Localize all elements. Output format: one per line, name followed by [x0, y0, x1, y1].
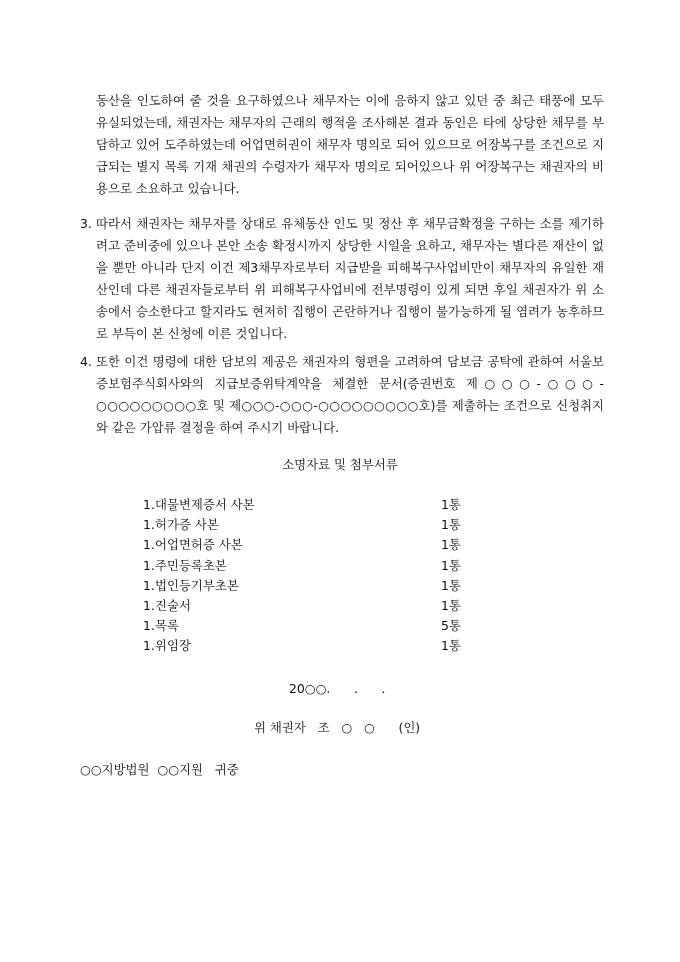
paragraph-3	[80, 213, 604, 345]
item-index: 1.	[143, 597, 155, 613]
item-name: 진술서	[155, 597, 191, 613]
item-quantity: 1통	[441, 597, 461, 613]
item-quantity: 1통	[441, 537, 461, 553]
paragraph-number: 4.	[80, 354, 92, 369]
item-quantity: 1통	[441, 517, 461, 533]
item-quantity: 5통	[441, 618, 461, 634]
list-item	[143, 616, 473, 636]
item-quantity: 1통	[441, 638, 461, 654]
item-name: 어업면허증 사본	[155, 537, 243, 553]
paragraph-number: 3.	[80, 216, 92, 231]
list-item	[143, 515, 473, 535]
paragraph-4	[80, 351, 604, 439]
item-index: 1.	[143, 577, 155, 593]
item-quantity: 1통	[441, 577, 461, 593]
list-item	[143, 495, 473, 515]
item-name: 목록	[155, 618, 179, 634]
court-addressee: ○○지방법원 ○○지원 귀중	[80, 762, 239, 777]
item-index: 1.	[143, 638, 155, 654]
paragraph-continuation: 동산을 인도하여 줄 것을 요구하였으나 채무자는 이에 응하지 않고 있던 중 최근 태풍에 모두 유실되었는데, 채권자는 채무자의 근래의 행적을 조사해본 결과 동인은 타에 상당한 채무를 부담하고 있어 도주하였는데 어업면허권이 채무자 명의로 되어 있으므로 어장복구를 조건으로 지급되는 별지 목록 기재 채권의 수령자가 채무자 명의로 되어있으나 위 어장복구는 채권자의 비용으로 소요하고 있습니다.	[96, 93, 604, 196]
paragraph-text: 따라서 채권자는 채무자를 상대로 유체동산 인도 및 정산 후 채무금확정을 구하는 소를 제기하려고 준비중에 있으나 본안 소송 확정시까지 상당한 시일을 요하고, 채무자는 별다른 재산이 없을 뿐만 아니라 단지 이건 제3채무자로부터 지급받을 피해복구사업비만이 채무자의 유일한 재산인데 다른 채권자들로부터 위 피해복구사업비에 전부명령이 있게 되면 후일 채권자가 위 소송에서 승소한다고 할지라도 현저히 집행이 곤란하거나 집행이 불가능하게 될 염려가 농후하므로 부득이 본 신청에 이른 것입니다.	[96, 216, 604, 341]
list-item	[143, 596, 473, 616]
attachments-title: 소명자료 및 첨부서류	[282, 457, 398, 472]
item-name: 위임장	[155, 638, 191, 654]
attachment-list	[143, 495, 473, 657]
item-index: 1.	[143, 537, 155, 553]
item-name: 법인등기부초본	[155, 577, 239, 593]
list-item	[143, 535, 473, 555]
item-index: 1.	[143, 517, 155, 533]
item-index: 1.	[143, 497, 155, 512]
item-index: 1.	[143, 618, 155, 634]
item-index: 1.	[143, 557, 155, 573]
item-name: 대물변제증서 사본	[155, 497, 255, 512]
list-item	[143, 556, 473, 576]
creditor-signature-line: 위 채권자 조 ○ ○ (인)	[254, 720, 421, 735]
item-name: 주민등록초본	[155, 557, 227, 573]
item-quantity: 1통	[441, 497, 461, 512]
paragraph-text: 또한 이건 명령에 대한 담보의 제공은 채권자의 형편을 고려하여 담보금 공탁에 관하여 서울보증보험주식회사와의 지급보증위탁계약을 체결한 문서(증권번호 제○○○-○○○-○○○○○○○○○호 및 제○○○-○○○-○○○○○○○○○호)를 제출하는 조건으로 신청취지와 같은 가압류 결정을 하여 주시기 바랍니다.	[96, 354, 604, 435]
document-date: 20○○. . .	[289, 681, 386, 696]
item-name: 허가증 사본	[155, 517, 219, 533]
item-quantity: 1통	[441, 557, 461, 573]
list-item	[143, 576, 473, 596]
list-item	[143, 636, 473, 656]
